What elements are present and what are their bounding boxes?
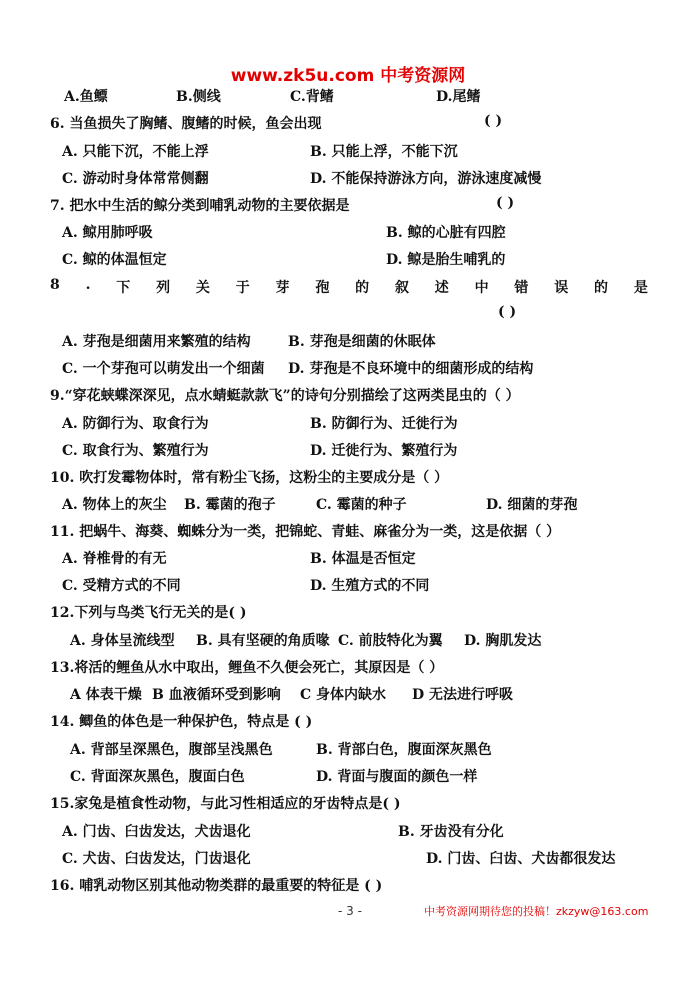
option-c: C. 犬齿、臼齿发达，门齿退化: [62, 851, 251, 867]
question-stem: 15.家兔是植食性动物，与此习性相适应的牙齿特点是( ): [50, 796, 401, 812]
option-a: A. 鲸用肺呼吸: [62, 225, 153, 241]
q14-options-row1: [0, 739, 696, 761]
question-6: [0, 113, 696, 135]
q6-options-row1: [0, 141, 696, 163]
option-d: D. 门齿、臼齿、犬齿都很发达: [426, 851, 616, 867]
option-d: D 无法进行呼吸: [412, 687, 514, 703]
option-b: B. 体温是否恒定: [310, 551, 416, 567]
q7-options-row2: [0, 249, 696, 271]
option-d: D. 迁徙行为、繁殖行为: [310, 443, 458, 459]
question-stem: 13.将活的鲤鱼从水中取出，鲤鱼不久便会死亡，其原因是（ ）: [50, 660, 444, 676]
option-b: B. 牙齿没有分化: [398, 824, 504, 840]
q15-options-row1: [0, 821, 696, 843]
option-b: B. 背部白色，腹面深灰黑色: [316, 742, 492, 758]
stem-char: 错: [514, 280, 529, 296]
option-a: A. 脊椎骨的有无: [62, 551, 167, 567]
q15-options-row2: [0, 848, 696, 870]
q7-options-row1: [0, 222, 696, 244]
q5-option-b: B.侧线: [176, 89, 221, 105]
option-d: D. 不能保持游泳方向，游泳速度减慢: [310, 171, 542, 187]
question-stem: 9.“穿花蛱蝶深深见，点水蜻蜓款款飞”的诗句分别描绘了这两类昆虫的（ ）: [50, 388, 520, 404]
question-11: [0, 521, 696, 543]
option-d: D. 鲸是胎生哺乳的: [386, 252, 506, 268]
answer-paren: ( ): [496, 195, 515, 211]
option-a: A. 物体上的灰尘: [62, 497, 167, 513]
question-stem: 6. 当鱼损失了胸鳍、腹鳍的时候，鱼会出现: [50, 116, 322, 132]
question-stem: 11. 把蜗牛、海葵、蜘蛛分为一类，把锦蛇、青蛙、麻雀分为一类，这是依据（ ）: [50, 524, 561, 540]
option-b: B. 鲸的心脏有四腔: [386, 225, 506, 241]
option-d: D. 背面与腹面的颜色一样: [316, 769, 478, 785]
site-header[interactable]: www.zk5u.com 中考资源网: [230, 66, 466, 86]
answer-paren: ( ): [498, 304, 517, 320]
stem-char: 述: [434, 280, 449, 296]
q8-options-row2: [0, 358, 696, 380]
option-c: C. 霉菌的种子: [316, 497, 407, 513]
q13-options: [0, 684, 696, 706]
option-a: A. 只能下沉，不能上浮: [62, 144, 209, 160]
answer-paren: ( ): [484, 113, 503, 129]
option-d: D. 生殖方式的不同: [310, 578, 430, 594]
question-stem: 16. 哺乳动物区别其他动物类群的最重要的特征是 ( ): [50, 878, 383, 894]
option-a: A. 防御行为、取食行为: [62, 416, 209, 432]
q9-options-row2: [0, 440, 696, 462]
question-stem: 12.下列与鸟类飞行无关的是( ): [50, 605, 247, 621]
stem-char: 叙: [394, 280, 409, 296]
q6-options-row2: [0, 168, 696, 190]
stem-char: 于: [235, 280, 250, 296]
stem-char: 的: [355, 280, 370, 296]
q11-options-row2: [0, 575, 696, 597]
question-15: [0, 793, 696, 815]
question-9: [0, 385, 696, 407]
question-12: [0, 602, 696, 624]
option-c: C. 鲸的体温恒定: [62, 252, 167, 268]
stem-char: 中: [474, 280, 489, 296]
stem-char: 是: [633, 280, 648, 296]
question-7: [0, 195, 696, 217]
option-b: B. 霉菌的孢子: [184, 497, 276, 513]
option-b: B. 具有坚硬的角质喙: [196, 633, 330, 649]
page-number: - 3 -: [338, 904, 362, 918]
option-d: D. 芽孢是不良环境中的细菌形成的结构: [288, 361, 534, 377]
option-a: A. 芽孢是细菌用来繁殖的结构: [62, 334, 251, 350]
option-c: C. 受精方式的不同: [62, 578, 181, 594]
question-10: [0, 467, 696, 489]
question-8: [0, 277, 696, 299]
question-stem: 10. 吹打发霉物体时，常有粉尘飞扬，这粉尘的主要成分是（ ）: [50, 470, 449, 486]
option-d: D. 细菌的芽孢: [486, 497, 578, 513]
q8-options-row1: [0, 331, 696, 353]
option-c: C. 一个芽孢可以萌发出一个细菌: [62, 361, 265, 377]
option-c: C. 前肢特化为翼: [338, 633, 443, 649]
q5-option-d: D.尾鳍: [436, 89, 481, 105]
option-b: B 血液循环受到影响: [152, 687, 281, 703]
option-c: C. 游动时身体常常侧翻: [62, 171, 209, 187]
option-b: B. 防御行为、迁徙行为: [310, 416, 458, 432]
question-13: [0, 657, 696, 679]
footer-note[interactable]: 中考资源网期待您的投稿！zkzyw@163.com: [424, 905, 649, 918]
q5-option-c: C.背鳍: [290, 89, 334, 105]
option-b: B. 芽孢是细菌的休眠体: [288, 334, 436, 350]
stem-char: 的: [594, 280, 608, 296]
option-a: A. 身体呈流线型: [70, 633, 175, 649]
question-stem: 14. 鲫鱼的体色是一种保护色，特点是 ( ): [50, 714, 313, 730]
question-stem-justified: [50, 277, 648, 297]
stem-char: 芽: [275, 280, 290, 296]
question-stem: 7. 把水中生活的鲸分类到哺乳动物的主要依据是: [50, 198, 350, 214]
q8-paren-row: [0, 304, 696, 326]
q5-option-a: A.鱼鳔: [64, 89, 108, 105]
stem-char: 下: [116, 280, 131, 296]
option-a: A 体表干燥: [70, 687, 142, 703]
stem-char: 孢: [315, 280, 330, 296]
q11-options-row1: [0, 548, 696, 570]
q9-options-row1: [0, 413, 696, 435]
q14-options-row2: [0, 766, 696, 788]
stem-char: 列: [156, 280, 171, 296]
question-14: [0, 711, 696, 733]
option-a: A. 门齿、臼齿发达，犬齿退化: [62, 824, 251, 840]
stem-char: 关: [195, 280, 210, 296]
option-a: A. 背部呈深黑色，腹部呈浅黑色: [70, 742, 273, 758]
stem-char: 8: [50, 277, 60, 293]
option-b: B. 只能上浮，不能下沉: [310, 144, 458, 160]
stem-char: 误: [554, 280, 569, 296]
option-c: C 身体内缺水: [300, 687, 387, 703]
q5-options: [0, 86, 696, 108]
option-c: C. 取食行为、繁殖行为: [62, 443, 209, 459]
stem-char: .: [85, 277, 91, 293]
option-c: C. 背面深灰黑色，腹面白色: [70, 769, 245, 785]
q10-options: [0, 494, 696, 516]
option-d: D. 胸肌发达: [464, 633, 542, 649]
q12-options: [0, 630, 696, 652]
question-16: [0, 875, 696, 897]
